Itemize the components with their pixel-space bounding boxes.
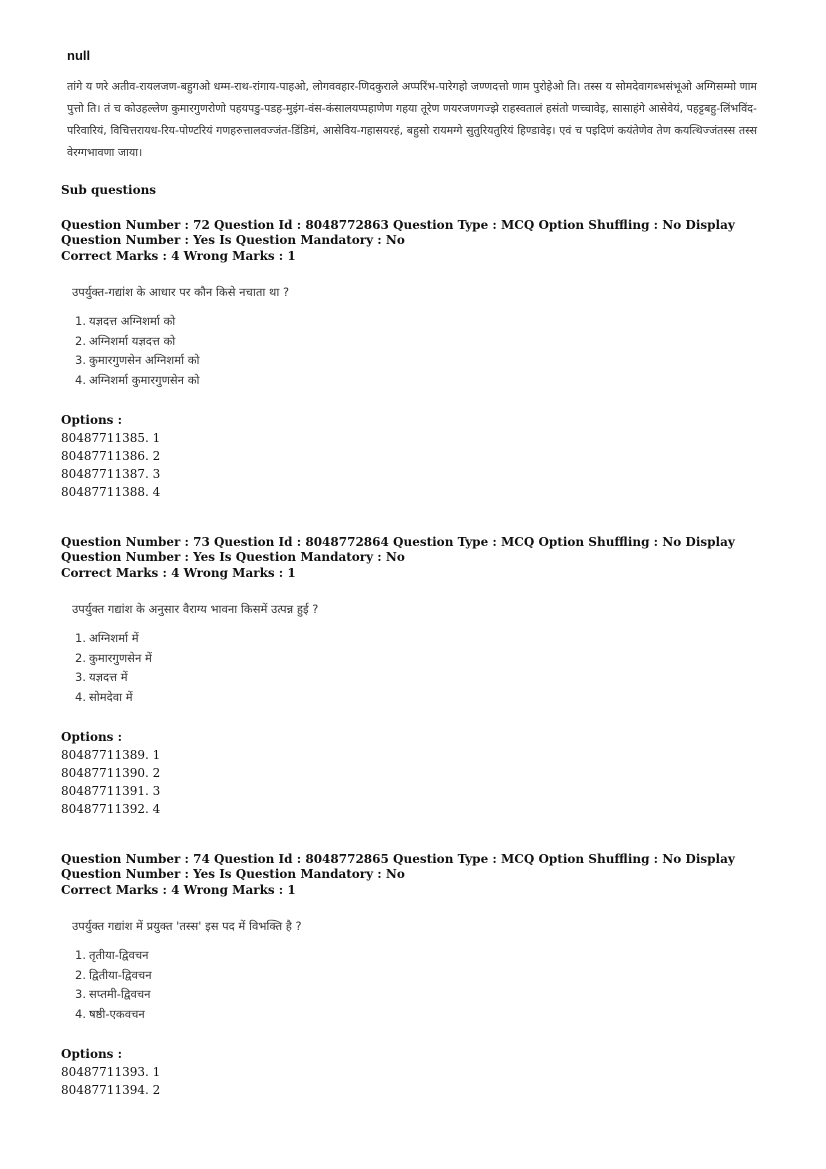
option-item: 1. अग्निशर्मा में: [75, 631, 139, 645]
question-header: Question Number : 73 Question Id : 8048772864 Question Type : MCQ Option Shuffling : No Display Question Number : Yes Is Question Mandatory : No: [61, 535, 735, 564]
passage-text: तांगे य णरे अतीव-रायलजण-बहुगओ धम्म-राथ-रांगाय-पाहओ, लोगववहार-णिदकुराले अप्परिंभ-पारेगहो जण्णदत्तो णाम पुरोहेओ ति। तस्स य सोमदेवागब्भसंभूओ अग्गिसम्मो णाम पुत्तो ति। तं च कोउहल्लेण कुमारगुणरोणो पहयपडु-पडह-मुइंग-वंस-कंसालयप्पहाणेण गहया तूरेण णयरजणगज्झे राहस्वतालं हसंतो णच्चावेइ, सासाहंगे आसेवेयं, पहट्टबहु-लिंभविंद-परिवारियं, विचित्तरायध-रिय-पोण्टरियं गणहरुत्तालवज्जंत-डिंडिमं, आसेविय-गहासयरहं, बहुसो रायमग्गे सुतुरियतुरियं हिण्डावेइ। एवं च पइदिणं कयंतेणेव तेण कयत्थिज्जंतस्स तस्स वेरग्गभावणा जाया।: [67, 80, 757, 159]
option-item: 3. यज्ञदत्त में: [75, 670, 128, 684]
options-label: Options :: [61, 730, 123, 744]
question-marks: Correct Marks : 4 Wrong Marks : 1: [61, 249, 296, 263]
options-label: Options :: [61, 1047, 123, 1061]
question-marks: Correct Marks : 4 Wrong Marks : 1: [61, 883, 296, 897]
option-item: 1. यज्ञदत्त अग्निशर्मा को: [75, 314, 176, 328]
option-list: [75, 312, 761, 390]
option-id: 80487711386. 2: [61, 449, 161, 463]
option-list: [75, 629, 761, 707]
option-id: 80487711391. 3: [61, 784, 161, 798]
option-id: 80487711392. 4: [61, 802, 161, 816]
question-header: Question Number : 72 Question Id : 8048772863 Question Type : MCQ Option Shuffling : No Display Question Number : Yes Is Question Mandatory : No: [61, 218, 735, 247]
sub-questions-label: Sub questions: [61, 183, 157, 197]
question-text: उपर्युक्त गद्यांश में प्रयुक्त 'तस्स' इस पद में विभक्ति है ?: [72, 919, 302, 933]
question-marks: Correct Marks : 4 Wrong Marks : 1: [61, 566, 296, 580]
question-block-73: [61, 535, 761, 818]
question-text: उपर्युक्त गद्यांश के अनुसार वैराग्य भावना किसमें उत्पन्न हुई ?: [72, 602, 319, 616]
option-item: 4. षष्ठी-एकवचन: [75, 1006, 145, 1021]
option-item: 2. कुमारगुणसेन में: [75, 650, 152, 665]
question-text: उपर्युक्त-गद्यांश के आधार पर कौन किसे नचाता था ?: [72, 285, 290, 299]
option-item: 3. कुमारगुणसेन अग्निशर्मा को: [75, 353, 200, 367]
option-item: 1. तृतीया-द्विवचन: [75, 948, 149, 962]
option-id: 80487711385. 1: [61, 431, 161, 445]
option-item: 3. सप्तमी-द्विवचन: [75, 987, 151, 1001]
option-id: 80487711388. 4: [61, 485, 161, 499]
question-header: Question Number : 74 Question Id : 8048772865 Question Type : MCQ Option Shuffling : No Display Question Number : Yes Is Question Mandatory : No: [61, 852, 735, 881]
option-id: 80487711387. 3: [61, 467, 161, 481]
question-block-72: [61, 218, 761, 501]
option-id: 80487711393. 1: [61, 1065, 161, 1079]
option-id: 80487711389. 1: [61, 748, 161, 762]
option-id: 80487711390. 2: [61, 766, 161, 780]
option-item: 2. द्वितीया-द्विवचन: [75, 967, 152, 982]
option-item: 4. अग्निशर्मा कुमारगुणसेन को: [75, 372, 200, 387]
null-label: null: [67, 48, 91, 63]
option-id: 80487711394. 2: [61, 1083, 161, 1097]
options-label: Options :: [61, 413, 123, 427]
option-item: 2. अग्निशर्मा यज्ञदत्त को: [75, 333, 176, 348]
question-block-74: [61, 852, 761, 1099]
option-item: 4. सोमदेवा में: [75, 689, 133, 704]
option-list: [75, 946, 761, 1024]
